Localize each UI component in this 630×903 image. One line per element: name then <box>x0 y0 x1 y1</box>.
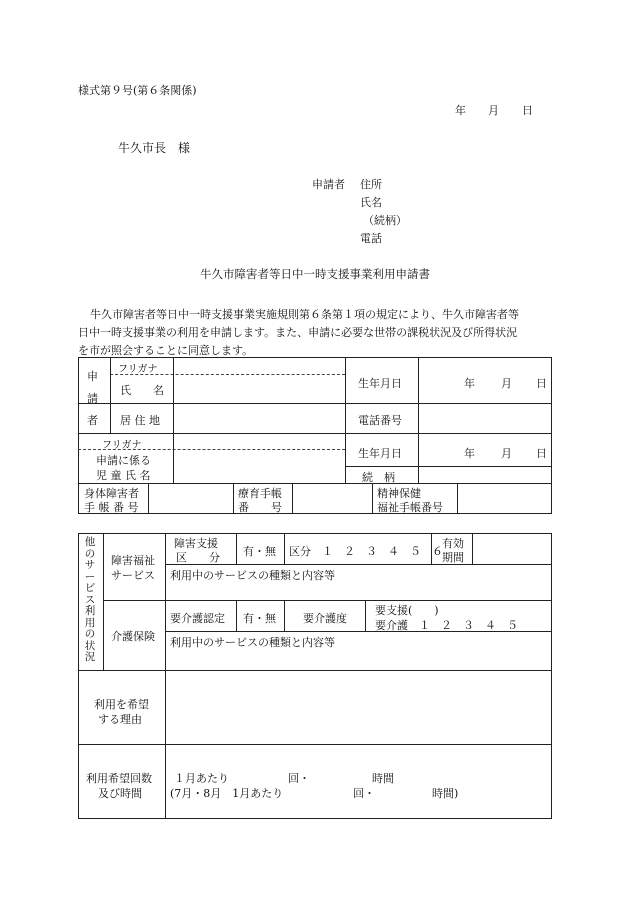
birth-label: 生年月日 <box>358 377 402 390</box>
table1-border <box>78 357 552 514</box>
reason-label-1: 利用を希望 <box>94 698 149 711</box>
phone-label: 電話番号 <box>358 414 402 427</box>
birth-month: 月 <box>501 377 512 390</box>
physical-handbook-label-2: 手 帳 番 号 <box>84 501 139 514</box>
care-yes-no: 有・無 <box>243 612 276 625</box>
times-label-1: 利用希望回数 <box>86 772 152 785</box>
applicant-address-label: 住所 <box>360 178 382 191</box>
mental-handbook-label-1: 精神保健 <box>377 487 421 500</box>
child-label-2: 児 童 氏 名 <box>96 469 151 482</box>
welfare-label-2: サービス <box>111 569 155 582</box>
applicant-relation-label: （続柄） <box>363 214 407 227</box>
applicant-vertical-2: 請 <box>87 392 98 405</box>
times-line1-a: １月あたり <box>174 772 229 785</box>
times-line2-b: 回・ <box>353 787 375 800</box>
support-category: 区分 １ ２ ３ ４ ５ ６ <box>289 545 443 558</box>
care-need-label: 要介護 １ ２ ３ ４ ５ <box>375 619 518 632</box>
care-cert-label: 要介護認定 <box>170 612 225 625</box>
reason-label-2: する理由 <box>98 713 142 726</box>
child-birth-month: 月 <box>501 447 512 460</box>
body-line-2: 日中一時支援事業の利用を申請します。また、申請に必要な世帯の課税状況及び所得状況 <box>78 326 518 339</box>
side-label: 他 の サ ー ビ ス 利 用 の 状 況 <box>84 536 96 663</box>
ryoiku-handbook-label-2: 番 号 <box>238 501 282 514</box>
applicant-name-label: 氏名 <box>360 196 382 209</box>
name-label: 氏 名 <box>120 384 164 397</box>
date-year: 年 <box>455 104 466 117</box>
furigana-label: フリガナ <box>118 364 158 375</box>
child-birth-label: 生年月日 <box>358 447 402 460</box>
times-label-2: 及び時間 <box>98 787 142 800</box>
ryoiku-handbook-label-1: 療育手帳 <box>238 487 282 500</box>
date-day: 日 <box>522 104 533 117</box>
date-month: 月 <box>488 104 499 117</box>
applicant-label: 申請者 <box>312 178 345 191</box>
child-furigana-label: フリガナ <box>102 440 142 451</box>
physical-handbook-label-1: 身体障害者 <box>84 487 139 500</box>
birth-day: 日 <box>536 377 547 390</box>
address-label: 居 住 地 <box>120 414 160 427</box>
care-level-label: 要介護度 <box>303 612 347 625</box>
child-birth-year: 年 <box>464 447 475 460</box>
form-title: 牛久市障害者等日中一時支援事業利用申請書 <box>200 267 430 281</box>
times-line1-c: 時間 <box>372 772 394 785</box>
validity-label-1: 有効 <box>442 537 464 550</box>
child-birth-day: 日 <box>536 447 547 460</box>
times-line1-b: 回・ <box>288 772 310 785</box>
applicant-vertical-3: 者 <box>87 414 98 427</box>
birth-year: 年 <box>464 377 475 390</box>
mental-handbook-label-2: 福祉手帳番号 <box>377 501 443 514</box>
addressee: 牛久市長 様 <box>118 141 191 155</box>
times-line2-c: 時間) <box>432 787 459 800</box>
support-yes-no: 有・無 <box>243 545 276 558</box>
relation-label: 続 柄 <box>362 471 395 484</box>
applicant-phone-label: 電話 <box>360 232 382 245</box>
support-label-2: 区 分 <box>176 551 220 564</box>
body-line-3: を市が照会することに同意します。 <box>78 344 254 357</box>
times-line2-a: (7月・8月 1月あたり <box>170 787 284 800</box>
body-line-1: 牛久市障害者等日中一時支援事業実施規則第６条第１項の規定により、牛久市障害者等 <box>90 308 519 321</box>
support-label-1: 障害支援 <box>174 537 218 550</box>
care-support-label: 要支援( ) <box>375 604 439 617</box>
child-label-1: 申請に係る <box>96 454 151 467</box>
care-service-detail: 利用中のサービスの種類と内容等 <box>170 636 335 649</box>
care-insurance-label: 介護保険 <box>111 630 155 643</box>
form-number: 様式第９号(第６条関係) <box>78 84 197 97</box>
applicant-vertical-1: 申 <box>87 370 98 383</box>
welfare-label-1: 障害福祉 <box>111 554 155 567</box>
welfare-service-detail: 利用中のサービスの種類と内容等 <box>170 569 335 582</box>
validity-label-2: 期間 <box>442 551 464 564</box>
